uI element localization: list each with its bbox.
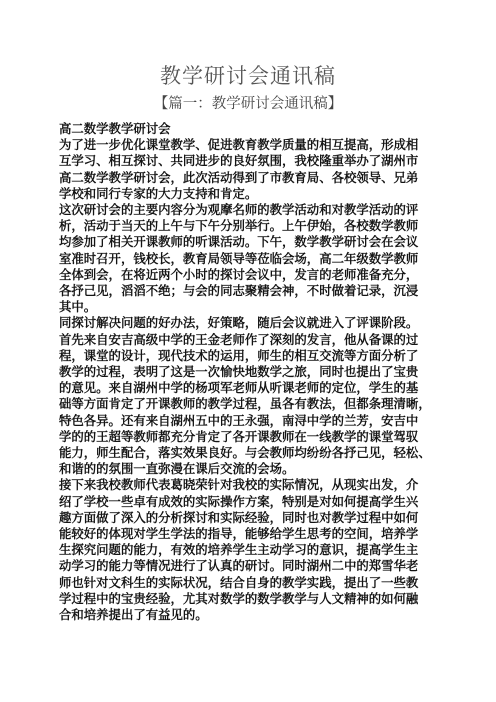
body-line: 和谐的的氛围一直弥漫在课后交流的会场。	[59, 461, 295, 477]
body-line: 能力，师生配合，落实效果良好。与会教师均纷纷各抒己见，轻松、	[59, 445, 431, 461]
body-line: 学过程中的宝贵经验，尤其对数学的数学教学与人文精神的如何融	[59, 590, 419, 606]
body-line: 为了进一步优化课堂教学、促进教育教学质量的相互提高，形成相	[59, 137, 419, 153]
body-line: 首先来自安吉高级中学的王金老师作了深刻的发言，他从备课的过	[59, 331, 419, 347]
body-line: 合和培养提出了有益见的。	[59, 607, 208, 623]
body-line: 绍了学校一些卓有成效的实际操作方案，特别是对如何提高学生兴	[59, 493, 419, 509]
body-line: 全体到会，在将近两个小时的探讨会议中，发言的老师准备充分，	[59, 266, 419, 282]
body-line: 的意见。来自湖州中学的杨项军老师从听课老师的定位，学生的基	[59, 380, 419, 396]
body-line: 同探讨解决问题的好办法，好策略，随后会议就进入了评课阶段。	[59, 315, 419, 331]
body-line: 这次研讨会的主要内容分为观摩名师的教学活动和对教学活动的评	[59, 202, 419, 218]
body-line: 师也针对文科生的实际状况，结合自身的教学实践，提出了一些教	[59, 574, 419, 590]
body-line: 教学的过程，表明了这是一次愉快地数学之旅，同时也提出了宝贵	[59, 364, 419, 380]
document-body	[59, 121, 437, 623]
body-line: 程，课堂的设计，现代技术的运用，师生的相互交流等方面分析了	[59, 347, 419, 363]
body-line: 学的的王超等教师都充分肯定了各开课教师在一线教学的课堂驾驭	[59, 428, 419, 444]
document-title: 教学研讨会通讯稿	[160, 64, 336, 88]
body-line: 能较好的体现对学生学法的指导，能够给学生思考的空间，培养学	[59, 526, 419, 542]
body-line: 特色各异。还有来自湖州五中的王永强，南浔中学的兰芳，安吉中	[59, 412, 419, 428]
body-line: 其中。	[59, 299, 97, 315]
body-line: 高二数学教学研讨会，此次活动得到了市教育局、各校领导、兄弟	[59, 169, 419, 185]
body-line: 学校和同行专家的大力支持和肯定。	[59, 185, 258, 201]
body-line: 生探究问题的能力，有效的培养学生主动学习的意识，提高学生主	[59, 542, 419, 558]
body-line: 各抒己见，滔滔不绝；与会的同志聚精会神，不时做着记录，沉浸	[59, 283, 419, 299]
body-line: 均参加了相关开课教师的听课活动。下午，数学教学研讨会在会议	[59, 234, 419, 250]
body-line: 趣方面做了深入的分析探讨和实际经验，同时也对教学过程中如何	[59, 509, 419, 525]
body-line: 动学习的能力等情况进行了认真的研讨。同时湖州二中的郑雪华老	[59, 558, 419, 574]
body-line: 接下来我校教师代表葛晓荣针对我校的实际情况，从现实出发，介	[59, 477, 419, 493]
body-line: 高二数学教学研讨会	[59, 121, 171, 136]
body-line: 互学习、相互探讨、共同进步的良好氛围，我校隆重举办了湖州市	[59, 153, 419, 169]
document-subtitle: 【篇一：教学研讨会通讯稿】	[153, 96, 343, 112]
body-line: 础等方面肯定了开课教师的教学过程，虽各有教法，但都条理清晰，	[59, 396, 431, 412]
body-line: 室准时召开，钱校长，教育局领导等莅临会场，高二年级数学教师	[59, 250, 419, 266]
body-line: 析，活动于当天的上午与下午分别举行。上午伊始，各校数学教师	[59, 218, 419, 234]
